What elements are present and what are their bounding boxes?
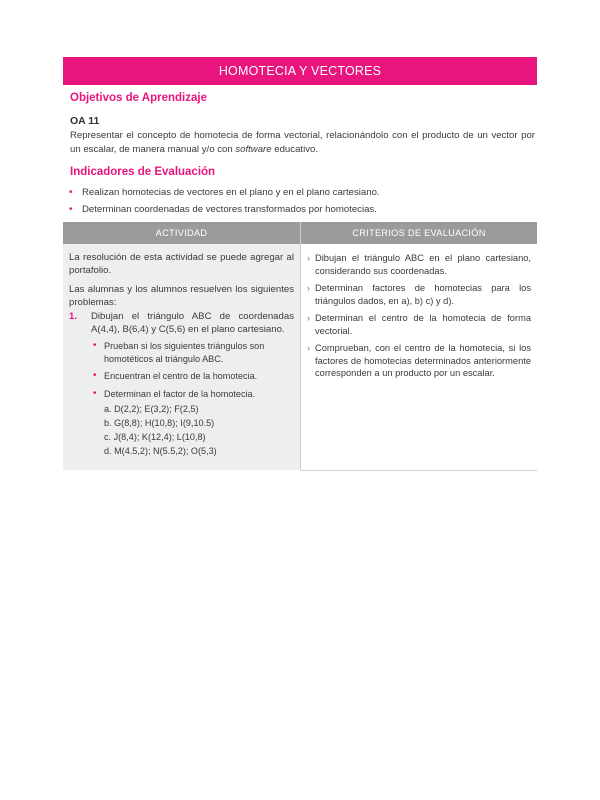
bullet-icon: • [69, 204, 73, 215]
problem-subitems [91, 340, 294, 400]
subitem [91, 370, 294, 383]
page-title-bar [63, 57, 537, 85]
indicator-item [68, 203, 380, 216]
chevron-right-icon: › [307, 343, 310, 353]
indicators-list [68, 186, 380, 220]
criterion-text: Comprueban, con el centro de la homotecia, si los factores de homotecias determinados anteriormente corresponden a un producto por un escalar. [315, 343, 531, 378]
objective-text-part: educativo. [271, 144, 318, 155]
indicator-item [68, 186, 380, 199]
bullet-icon: • [93, 370, 97, 381]
activity-cell [63, 244, 300, 470]
subitem [91, 388, 294, 401]
bullet-icon: • [69, 187, 73, 198]
indicator-text: Determinan coordenadas de vectores transformados por homotecias. [82, 204, 377, 215]
chevron-right-icon: › [307, 313, 310, 323]
criteria-cell [301, 244, 537, 471]
option-item: c. J(8,4); K(12,4); L(10,8) [104, 432, 206, 442]
activity-prompt: Las alumnas y los alumnos resuelven los siguientes problemas: [69, 284, 294, 308]
criterion-text: Dibujan el triángulo ABC en el plano cartesiano, considerando sus coordenadas. [315, 253, 531, 276]
indicator-text: Realizan homotecias de vectores en el plano y en el plano cartesiano. [82, 187, 380, 198]
table-header-criteria: CRITERIOS DE EVALUACIÓN [301, 222, 537, 244]
subitem-text: Determinan el factor de la homotecia. [104, 388, 256, 399]
subitem-text: Prueban si los siguientes triángulos son homotéticos al triángulo ABC. [104, 341, 265, 364]
option-list [104, 402, 294, 458]
objective-text [70, 129, 535, 157]
objective-text-part: Representar el concepto de homotecia de forma vectorial, relacionándolo con el producto de un vector por un escalar, de manera manual y/o con [70, 130, 535, 155]
criterion-text: Determinan factores de homotecias para los triángulos dados, en a), b) c) y d). [315, 283, 531, 306]
chevron-right-icon: › [307, 253, 310, 263]
activity-table [63, 222, 537, 470]
problem-text: Dibujan el triángulo ABC de coordenadas A(4,4), B(6,4) y C(5,6) en el plano cartesiano. [91, 311, 294, 335]
bullet-icon: • [93, 387, 97, 399]
table-header-activity: ACTIVIDAD [63, 222, 300, 244]
problem-number: 1. [69, 311, 78, 322]
criterion-item [307, 312, 531, 337]
option-item: a. D(2,2); E(3,2); F(2,5) [104, 404, 199, 414]
criterion-item [307, 342, 531, 380]
indicators-heading: Indicadores de Evaluación [70, 166, 216, 178]
activity-intro: La resolución de esta actividad se puede agregar al portafolio. [69, 252, 294, 276]
option-item: b. G(8,8); H(10,8); I(9,10.5) [104, 418, 215, 428]
chevron-right-icon: › [307, 283, 310, 293]
criterion-item [307, 252, 531, 277]
option-item: d. M(4.5,2); N(5.5,2); O(5,3) [104, 446, 217, 456]
problem-item [69, 311, 294, 458]
objective-code: OA 11 [70, 115, 100, 127]
objective-text-italic: software [235, 144, 272, 155]
page-title: HOMOTECIA Y VECTORES [218, 64, 382, 78]
objectives-heading: Objetivos de Aprendizaje [70, 92, 207, 104]
subitem-text: Encuentran el centro de la homotecia. [104, 371, 258, 381]
criterion-text: Determinan el centro de la homotecia de forma vectorial. [315, 313, 531, 336]
bullet-icon: • [93, 340, 97, 351]
subitem [91, 340, 294, 365]
criterion-item [307, 282, 531, 307]
